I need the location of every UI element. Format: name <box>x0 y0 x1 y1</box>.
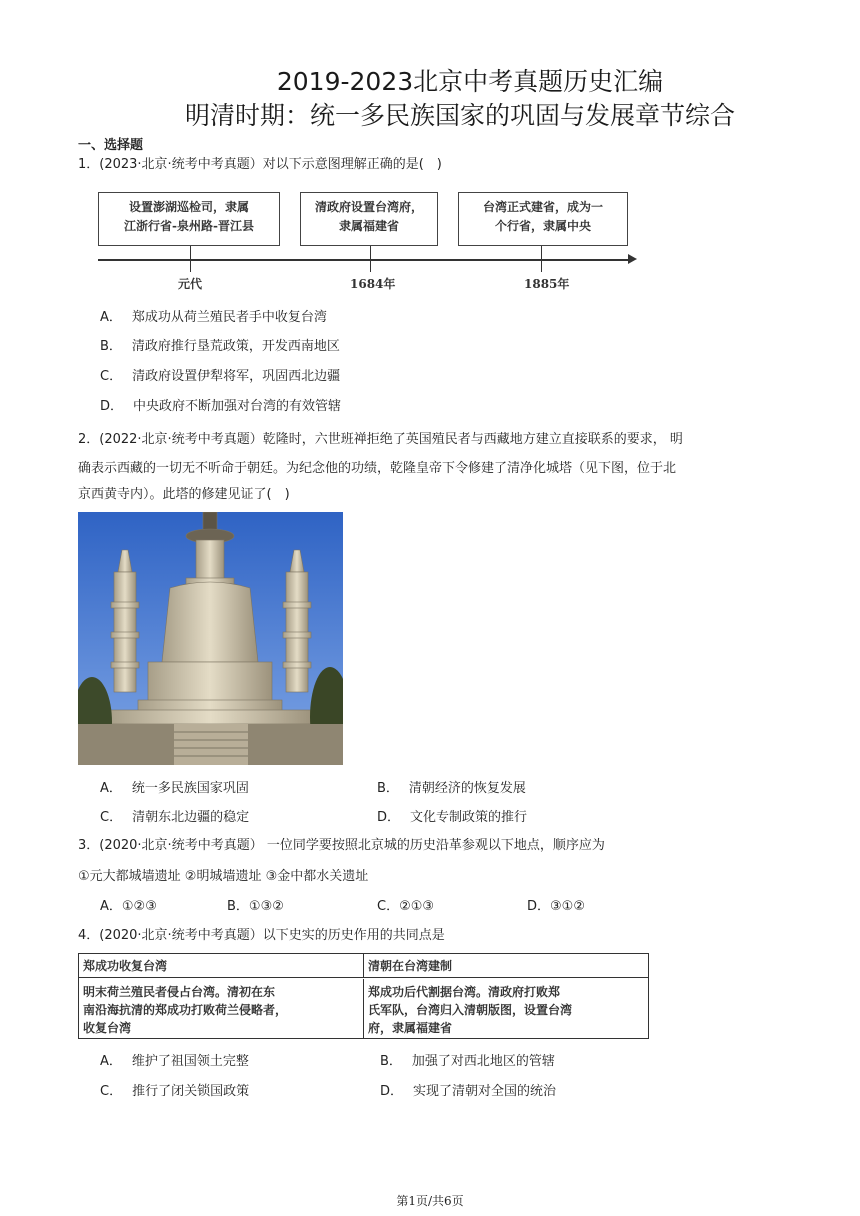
option-key: D． <box>380 1084 404 1099</box>
q3-option-d <box>527 898 585 916</box>
option-text: 清政府推行垦荒政策，开发西南地区 <box>131 339 340 354</box>
option-key: C． <box>100 810 123 825</box>
question-4-stem: 4．(2020·北京·统考中考真题）以下史实的历史作用的共同点是 <box>78 928 445 943</box>
option-key: B． <box>100 339 122 354</box>
document-title-line2: 明清时期：统一多民族国家的巩固与发展章节综合 <box>184 101 735 130</box>
table-header-cell: 郑成功收复台湾 <box>79 954 364 978</box>
timeline-label-1885: 1885年 <box>524 277 570 291</box>
option-text: 推行了闭关锁国政策 <box>132 1084 250 1099</box>
timeline-box-text: 隶属福建省 <box>338 219 399 233</box>
question-2-stem-line3: 京西黄寺内）。此塔的修建见证了( ) <box>78 487 290 502</box>
table-header-cell: 清朝在台湾建制 <box>364 954 648 978</box>
question-3-sites: ①元大都城墙遗址 ②明城墙遗址 ③金中都水关遗址 <box>78 869 369 884</box>
option-key: A． <box>100 310 122 325</box>
option-key: C． <box>100 1084 123 1099</box>
q4-option-a <box>100 1053 249 1071</box>
q4-option-d <box>380 1083 556 1101</box>
section-heading: 一、选择题 <box>78 138 144 153</box>
question-4-table <box>78 953 649 1039</box>
table-cell-line: 收复台湾 <box>83 1021 132 1035</box>
q2-option-d <box>377 809 527 827</box>
table-cell-line: 府，隶属福建省 <box>368 1021 453 1035</box>
option-text: 统一多民族国家巩固 <box>131 781 249 796</box>
option-text: ②①③ <box>399 899 435 914</box>
q2-option-c <box>100 809 249 827</box>
q2-option-a <box>100 780 249 798</box>
timeline-arrow-icon <box>628 254 637 264</box>
option-text: 清朝经济的恢复发展 <box>408 781 526 796</box>
option-key: D． <box>100 399 124 414</box>
timeline-box-text: 台湾正式建省，成为一 <box>482 200 603 214</box>
page-number: 第1页/共6页 <box>396 1194 464 1208</box>
pagoda-photo <box>78 512 343 765</box>
q1-option-b <box>100 338 340 356</box>
q1-option-d <box>100 398 341 416</box>
q1-option-c <box>100 368 340 386</box>
q3-option-c <box>377 898 434 916</box>
option-text: 郑成功从荷兰殖民者手中收复台湾 <box>131 310 327 325</box>
option-text: 文化专制政策的推行 <box>410 810 528 825</box>
option-key: B． <box>227 899 249 914</box>
question-3-stem: 3．(2020·北京·统考中考真题） 一位同学要按照北京城的历史沿革参观以下地点，顺序应为 <box>78 838 605 853</box>
q3-option-a <box>100 898 157 916</box>
table-cell-line: 氏军队，台湾归入清朝版图，设置台湾 <box>368 1003 573 1017</box>
option-key: C． <box>377 899 400 914</box>
option-text: 中央政府不断加强对台湾的有效管辖 <box>133 399 342 414</box>
option-text: ①③② <box>248 899 284 914</box>
option-text: ③①② <box>550 899 585 914</box>
table-cell-line: 明末荷兰殖民者侵占台湾。清初在东 <box>83 985 276 999</box>
document-title-line1: 2019-2023北京中考真题历史汇编 <box>276 67 664 96</box>
q1-option-a <box>100 309 327 327</box>
question-2-stem-line2: 确表示西藏的一切无不听命于朝廷。为纪念他的功绩，乾隆皇帝下令修建了清净化城塔（见下图，位于北 <box>78 461 677 476</box>
option-key: D． <box>527 899 551 914</box>
option-text: 清朝东北边疆的稳定 <box>132 810 250 825</box>
q4-option-c <box>100 1083 249 1101</box>
option-key: A． <box>100 1054 122 1069</box>
option-text: 清政府设置伊犁将军，巩固西北边疆 <box>132 369 341 384</box>
option-text: 加强了对西北地区的管辖 <box>411 1054 555 1069</box>
timeline-box-text: 设置澎湖巡检司，隶属 <box>128 200 249 214</box>
timeline-box-yuan <box>98 192 280 246</box>
timeline-box-text: 江浙行省-泉州路-晋江县 <box>124 219 254 233</box>
q4-option-b <box>380 1053 555 1071</box>
timeline-label-1684: 1684年 <box>350 277 396 291</box>
option-key: C． <box>100 369 123 384</box>
question-1-stem: 1．(2023·北京·统考中考真题）对以下示意图理解正确的是( ) <box>78 157 442 172</box>
option-key: B． <box>377 781 399 796</box>
q3-option-b <box>227 898 284 916</box>
option-key: A． <box>100 899 122 914</box>
option-key: D． <box>377 810 401 825</box>
timeline-axis <box>98 259 630 261</box>
option-text: 实现了清朝对全国的统治 <box>413 1084 557 1099</box>
question-2-stem-line1: 2．(2022·北京·统考中考真题）乾隆时，六世班禅拒绝了英国殖民者与西藏地方建立直接联系的要求， 明 <box>78 432 683 447</box>
timeline-box-text: 个行省，隶属中央 <box>494 219 591 233</box>
table-cell-line: 南沿海抗清的郑成功打败荷兰侵略者， <box>83 1003 288 1017</box>
timeline-box-1885 <box>458 192 628 246</box>
option-key: A． <box>100 781 122 796</box>
option-text: 维护了祖国领土完整 <box>131 1054 249 1069</box>
table-cell <box>79 979 364 1038</box>
table-cell <box>364 979 648 1038</box>
option-key: B． <box>380 1054 402 1069</box>
timeline-box-1684 <box>300 192 438 246</box>
table-cell-line: 郑成功后代割据台湾。清政府打败郑 <box>368 985 561 999</box>
option-text: ①②③ <box>121 899 157 914</box>
q2-option-b <box>377 780 526 798</box>
timeline-box-text: 清政府设置台湾府， <box>314 200 423 214</box>
timeline-label-yuan: 元代 <box>178 277 203 291</box>
